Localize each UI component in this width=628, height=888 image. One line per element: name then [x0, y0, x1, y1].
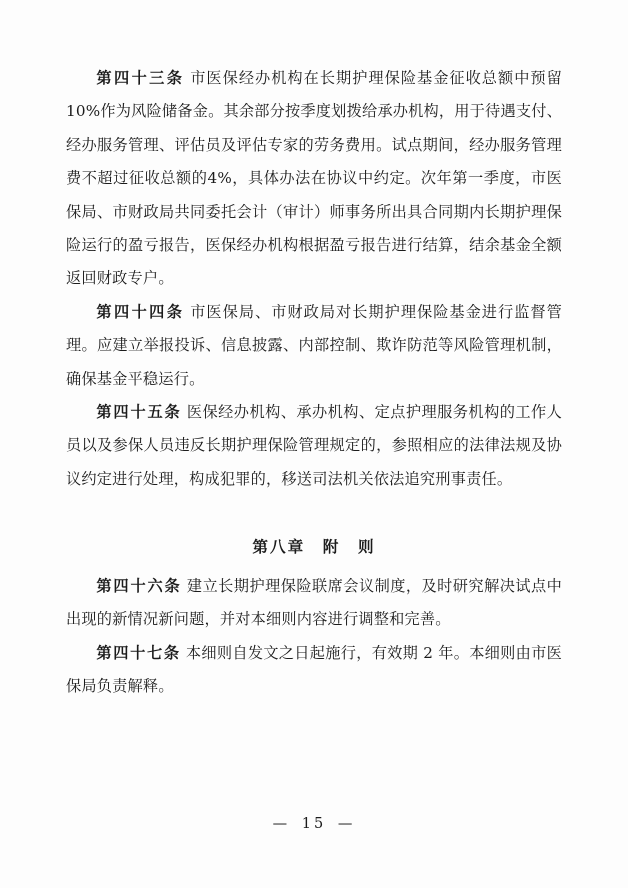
- document-body: [66, 62, 562, 703]
- article-text: 市医保经办机构在长期护理保险基金征收总额中预留 10%作为风险储备金。其余部分按季度划拨给承办机构，用于待遇支付、经办服务管理、评估员及评估专家的劳务费用。试点期间，经办服务管理费不超过征收总额的4%，具体办法在协议中约定。次年第一季度，市医保局、市财政局共同委托会计（审计）师事务所出具合同期内长期护理保险运行的盈亏报告，医保经办机构根据盈亏报告进行结算，结余基金全额返回财政专户。: [66, 69, 562, 288]
- article-number: 第四十七条: [96, 643, 181, 662]
- article-number: 第四十五条: [96, 403, 182, 422]
- article-text: 市医保局、市财政局对长期护理保险基金进行监督管理。应建立举报投诉、信息披露、内部控制、欺诈防范等风险管理机制，确保基金平稳运行。: [66, 302, 562, 388]
- article-text: 建立长期护理保险联席会议制度，及时研究解决试点中出现的新情况新问题，并对本细则内容进行调整和完善。: [66, 576, 563, 629]
- article-paragraph: [66, 396, 562, 496]
- article-paragraph: [66, 570, 562, 637]
- article-paragraph: [66, 296, 562, 396]
- footer-dash-left: —: [272, 816, 291, 832]
- footer-dash-right: —: [337, 816, 356, 832]
- article-paragraph: [66, 637, 562, 704]
- article-paragraph: [66, 62, 562, 296]
- article-number: 第四十四条: [96, 302, 185, 321]
- article-number: 第四十六条: [96, 576, 182, 595]
- chapter-heading: 第八章 附 则: [252, 537, 376, 557]
- page-number: 15: [301, 816, 327, 832]
- page-footer: [0, 816, 628, 832]
- article-number: 第四十三条: [96, 69, 185, 87]
- article-text: 医保经办机构、承办机构、定点护理服务机构的工作人员以及参保人员违反长期护理保险管理规定的，参照相应的法律法规及协议约定进行处理，构成犯罪的，移送司法机关依法追究刑事责任。: [66, 403, 563, 488]
- article-text: 本细则自发文之日起施行，有效期 2 年。本细则由市医保局负责解释。: [66, 643, 562, 695]
